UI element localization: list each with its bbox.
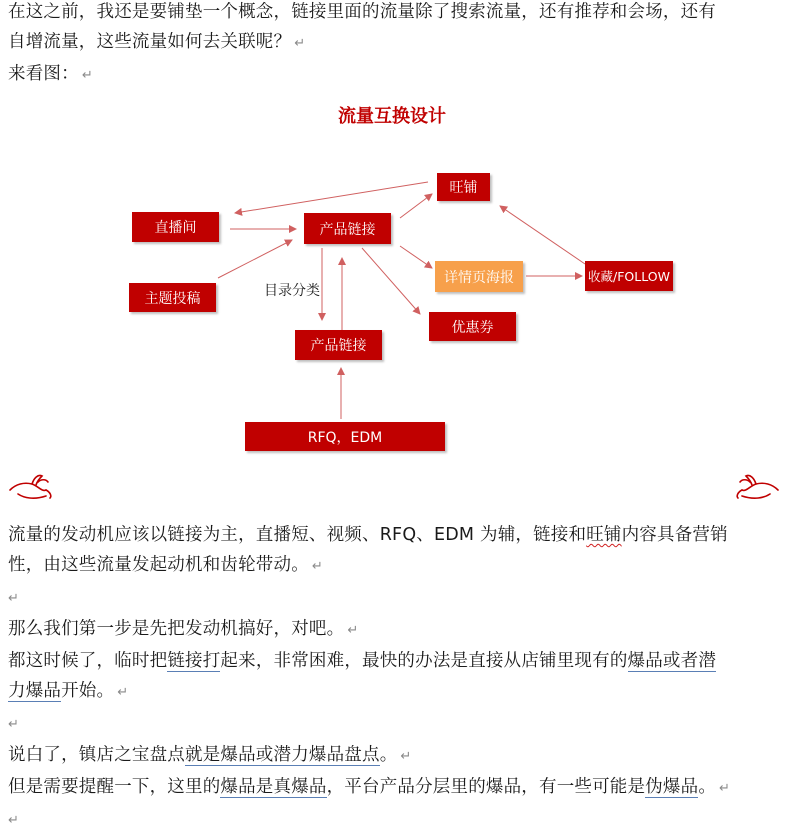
- intro-line-2: 自增流量，这些流量如何去关联呢？: [8, 32, 292, 52]
- reminder-line-a: 但是需要提醒一下，这里的: [8, 777, 221, 797]
- arrow-favorite-to-wangpu: [500, 206, 585, 264]
- return-mark-icon: ↵: [117, 685, 129, 700]
- node-detail-poster: 详情页海报: [435, 261, 523, 292]
- rabbit-icon: [8, 470, 56, 506]
- traffic-exchange-diagram: [110, 96, 690, 458]
- fastest-line-1a: 都这时候了，临时把: [8, 651, 168, 671]
- fastest-line-1b: 链接打: [167, 651, 221, 671]
- node-live-room: 直播间: [132, 212, 219, 242]
- return-mark-icon: ↵: [347, 623, 359, 638]
- fastest-line-1d: 爆品或者潜: [627, 651, 717, 671]
- inventory-line-c: 。: [379, 745, 398, 765]
- rabbit-icon: [732, 470, 780, 506]
- reminder-line-c: ，平台产品分层里的爆品，有一些可能是: [326, 777, 646, 797]
- return-mark-icon: ↵: [294, 36, 306, 51]
- return-mark-icon: ↵: [719, 781, 731, 796]
- fastest-line-2b: 开始。: [61, 681, 115, 701]
- return-mark-icon: ↵: [8, 717, 20, 732]
- return-mark-icon: ↵: [311, 559, 323, 574]
- node-coupon: 优惠券: [429, 312, 516, 341]
- return-mark-icon: ↵: [8, 813, 20, 828]
- inventory-line-a: 说白了，镇店之宝盘点: [8, 745, 185, 765]
- node-topic-post: 主题投稿: [129, 283, 216, 312]
- engine-line-1a: 流量的发动机应该以链接为主，直播短、视频、RFQ、EDM 为辅，链接和: [8, 525, 587, 545]
- return-mark-icon: ↵: [400, 749, 412, 764]
- inventory-line-b: 就是爆品或潜力爆品盘点: [185, 745, 380, 765]
- reminder-line-d: 伪爆品: [645, 777, 699, 797]
- return-mark-icon: ↵: [8, 591, 20, 606]
- fastest-line-2a: 力爆品: [8, 681, 62, 701]
- node-product-link-bottom: 产品链接: [295, 330, 382, 360]
- node-wangpu: 旺铺: [437, 173, 490, 201]
- intro-line-1: 在这之前，我还是要铺垫一个概念，链接里面的流量除了搜索流量，还有推荐和会场，还有: [8, 2, 716, 22]
- node-favorite-follow: 收藏/FOLLOW: [585, 261, 673, 291]
- reminder-line-e: 。: [698, 777, 717, 797]
- node-rfq-edm: RFQ，EDM: [245, 422, 445, 451]
- reminder-line-b: 爆品是真爆品: [220, 777, 327, 797]
- arrow-topic-to-product: [218, 240, 292, 278]
- arrow-product-to-coupon: [362, 248, 420, 314]
- engine-line-1c: 内容具备营销: [621, 525, 728, 545]
- engine-line-2: 性，由这些流量发起动机和齿轮带动。: [8, 555, 309, 575]
- arrow-product-to-poster: [400, 246, 432, 268]
- arrow-product-to-wangpu: [400, 194, 432, 218]
- return-mark-icon: ↵: [81, 68, 93, 83]
- category-label: 目录分类: [264, 283, 320, 299]
- body-paragraphs: [8, 520, 794, 836]
- first-step-line: 那么我们第一步是先把发动机搞好，对吧。: [8, 619, 345, 639]
- node-product-link-top: 产品链接: [304, 213, 391, 244]
- engine-line-1b: 旺铺: [586, 525, 622, 545]
- see-figure-line: 来看图：: [8, 64, 79, 84]
- arrow-wangpu-to-live: [235, 182, 428, 213]
- fastest-line-1c: 起来，非常困难，最快的办法是直接从店铺里现有的: [220, 651, 628, 671]
- diagram-title: 流量互换设计: [338, 106, 446, 127]
- intro-paragraph: [8, 0, 794, 91]
